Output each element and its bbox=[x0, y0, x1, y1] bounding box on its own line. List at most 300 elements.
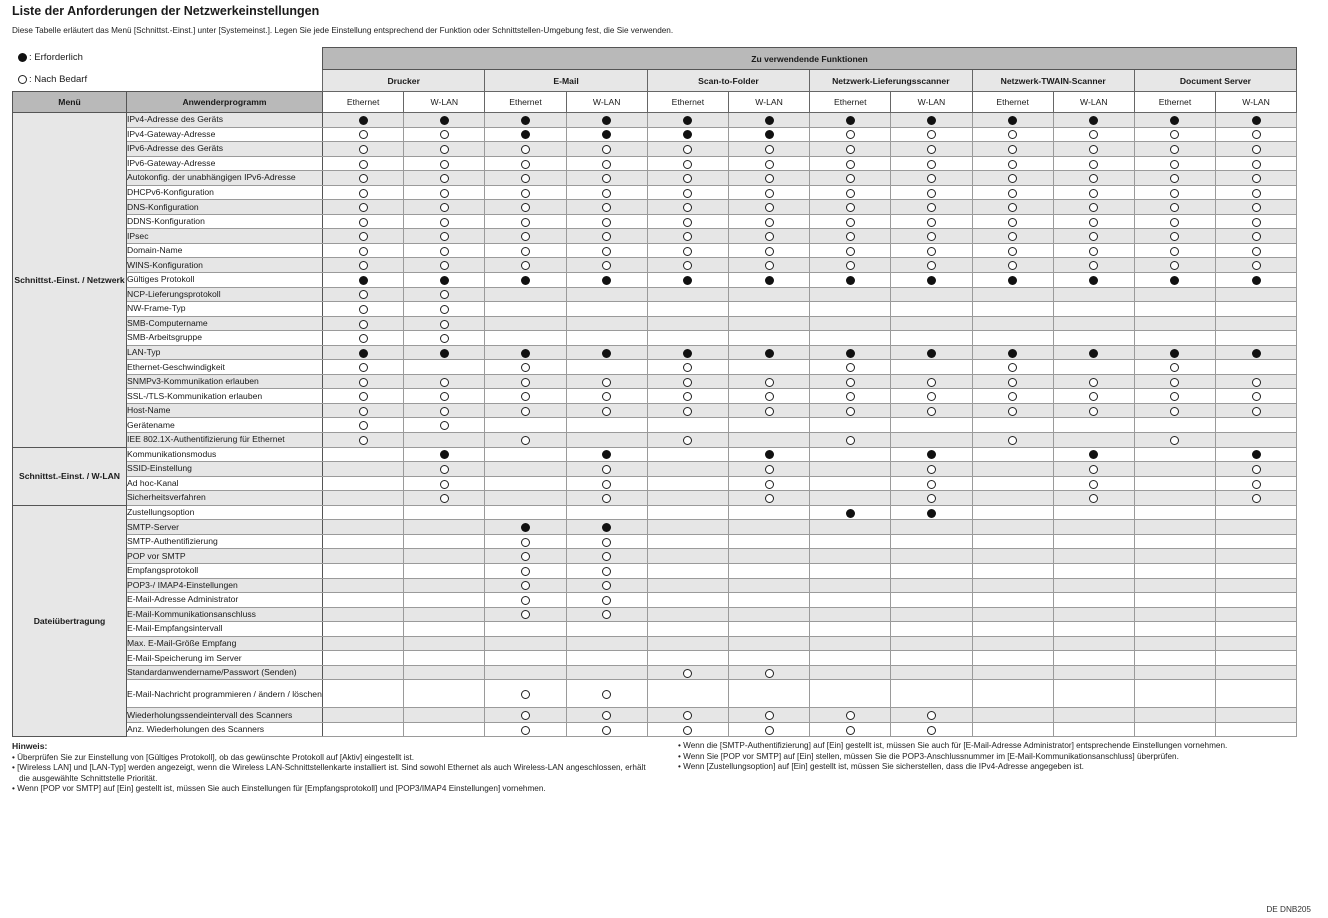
requirement-cell bbox=[485, 142, 566, 157]
table-row bbox=[13, 331, 1297, 346]
requirement-cell bbox=[1216, 360, 1297, 375]
requirement-cell bbox=[404, 258, 485, 273]
requirement-cell bbox=[728, 622, 809, 637]
requirement-cell bbox=[810, 722, 891, 737]
hollow-circle-icon bbox=[521, 174, 530, 183]
hollow-circle-icon bbox=[1008, 145, 1017, 154]
hollow-circle-icon bbox=[683, 261, 692, 270]
requirement-cell bbox=[891, 127, 972, 142]
program-name: IEE 802.1X-Authentifizierung für Ethernet bbox=[127, 433, 323, 448]
requirement-cell bbox=[1053, 651, 1134, 666]
requirement-cell bbox=[647, 331, 728, 346]
table-row bbox=[13, 520, 1297, 535]
legend-spacer bbox=[13, 48, 323, 70]
requirement-cell bbox=[1134, 171, 1215, 186]
requirement-cell bbox=[647, 622, 728, 637]
filled-circle-icon bbox=[1170, 116, 1179, 125]
hollow-circle-icon bbox=[683, 145, 692, 154]
requirement-cell bbox=[647, 243, 728, 258]
hollow-circle-icon bbox=[1170, 145, 1179, 154]
hollow-circle-icon bbox=[1252, 480, 1261, 489]
requirement-cell bbox=[972, 360, 1053, 375]
program-name: E-Mail-Nachricht programmieren / ändern / löschen bbox=[127, 680, 323, 708]
requirement-cell bbox=[1134, 491, 1215, 506]
requirement-cell bbox=[566, 273, 647, 288]
requirement-cell bbox=[647, 185, 728, 200]
hollow-circle-icon bbox=[927, 203, 936, 212]
requirement-cell bbox=[810, 243, 891, 258]
requirement-cell bbox=[810, 185, 891, 200]
requirement-cell bbox=[323, 374, 404, 389]
program-name: Autokonfig. der unabhängigen IPv6-Adresse bbox=[127, 171, 323, 186]
hollow-circle-icon bbox=[521, 378, 530, 387]
requirement-cell bbox=[1053, 345, 1134, 360]
requirement-cell bbox=[891, 142, 972, 157]
filled-circle-icon bbox=[602, 450, 611, 459]
program-name: Standardanwendername/Passwort (Senden) bbox=[127, 665, 323, 680]
requirement-cell bbox=[1134, 142, 1215, 157]
interface-header: W-LAN bbox=[728, 92, 809, 113]
hollow-circle-icon bbox=[1089, 480, 1098, 489]
hollow-circle-icon bbox=[440, 189, 449, 198]
requirement-cell bbox=[728, 273, 809, 288]
requirement-cell bbox=[404, 345, 485, 360]
hollow-circle-icon bbox=[521, 726, 530, 735]
requirement-cell bbox=[891, 636, 972, 651]
table-row bbox=[13, 127, 1297, 142]
requirement-cell bbox=[1053, 229, 1134, 244]
requirement-cell bbox=[323, 491, 404, 506]
requirement-cell bbox=[1216, 433, 1297, 448]
hollow-circle-icon bbox=[1252, 160, 1261, 169]
requirement-cell bbox=[1216, 447, 1297, 462]
program-name: E-Mail-Speicherung im Server bbox=[127, 651, 323, 666]
requirement-cell bbox=[1053, 113, 1134, 128]
requirement-cell bbox=[566, 593, 647, 608]
requirement-cell bbox=[728, 403, 809, 418]
table-row bbox=[13, 549, 1297, 564]
program-name: E-Mail-Adresse Administrator bbox=[127, 593, 323, 608]
hollow-circle-icon bbox=[683, 711, 692, 720]
requirement-cell bbox=[485, 360, 566, 375]
hollow-circle-icon bbox=[602, 378, 611, 387]
requirement-cell bbox=[728, 302, 809, 317]
requirement-cell bbox=[1216, 651, 1297, 666]
hollow-circle-icon bbox=[440, 320, 449, 329]
requirement-cell bbox=[1134, 403, 1215, 418]
program-name: E-Mail-Kommunikationsanschluss bbox=[127, 607, 323, 622]
legend-required-label: : Erforderlich bbox=[29, 52, 83, 63]
requirement-cell bbox=[647, 462, 728, 477]
requirement-cell bbox=[728, 418, 809, 433]
requirement-cell bbox=[810, 113, 891, 128]
hollow-circle-icon bbox=[1252, 261, 1261, 270]
program-name: IPv6-Adresse des Geräts bbox=[127, 142, 323, 157]
hollow-circle-icon bbox=[765, 494, 774, 503]
hollow-circle-icon bbox=[359, 378, 368, 387]
hollow-circle-icon bbox=[1252, 218, 1261, 227]
hollow-circle-icon bbox=[359, 436, 368, 445]
requirement-cell bbox=[404, 403, 485, 418]
hollow-circle-icon bbox=[765, 174, 774, 183]
hollow-circle-icon bbox=[521, 610, 530, 619]
requirement-cell bbox=[728, 476, 809, 491]
requirement-cell bbox=[566, 113, 647, 128]
requirement-cell bbox=[728, 127, 809, 142]
requirement-cell bbox=[972, 636, 1053, 651]
requirement-cell bbox=[566, 622, 647, 637]
hollow-circle-icon bbox=[440, 392, 449, 401]
requirement-cell bbox=[1134, 418, 1215, 433]
hollow-circle-icon bbox=[1008, 436, 1017, 445]
requirement-cell bbox=[404, 476, 485, 491]
table-row bbox=[13, 113, 1297, 128]
requirement-cell bbox=[810, 403, 891, 418]
requirement-cell bbox=[1134, 534, 1215, 549]
requirement-cell bbox=[323, 200, 404, 215]
requirement-cell bbox=[404, 171, 485, 186]
requirement-cell bbox=[728, 185, 809, 200]
requirement-cell bbox=[323, 447, 404, 462]
requirement-cell bbox=[566, 563, 647, 578]
hollow-circle-icon bbox=[1252, 174, 1261, 183]
hollow-circle-icon bbox=[602, 494, 611, 503]
hollow-circle-icon bbox=[359, 247, 368, 256]
requirement-cell bbox=[810, 171, 891, 186]
requirement-cell bbox=[1053, 578, 1134, 593]
requirement-cell bbox=[728, 229, 809, 244]
table-row bbox=[13, 258, 1297, 273]
requirement-cell bbox=[1216, 520, 1297, 535]
requirement-cell bbox=[404, 214, 485, 229]
requirement-cell bbox=[566, 418, 647, 433]
filled-circle-icon bbox=[440, 276, 449, 285]
requirement-cell bbox=[1134, 331, 1215, 346]
requirement-cell bbox=[647, 607, 728, 622]
requirement-cell bbox=[566, 680, 647, 708]
requirement-cell bbox=[1134, 622, 1215, 637]
hollow-circle-icon bbox=[521, 436, 530, 445]
requirement-cell bbox=[404, 607, 485, 622]
program-name: Empfangsprotokoll bbox=[127, 563, 323, 578]
filled-circle-icon bbox=[927, 116, 936, 125]
requirement-cell bbox=[972, 563, 1053, 578]
requirement-cell bbox=[1134, 520, 1215, 535]
requirement-cell bbox=[1053, 360, 1134, 375]
hollow-circle-icon bbox=[927, 247, 936, 256]
requirement-cell bbox=[891, 360, 972, 375]
menu-cell: Dateiübertragung bbox=[13, 505, 127, 737]
hollow-circle-icon bbox=[765, 407, 774, 416]
requirement-cell bbox=[1134, 273, 1215, 288]
requirement-cell bbox=[1134, 258, 1215, 273]
menu-cell: Schnittst.-Einst. / W-LAN bbox=[13, 447, 127, 505]
requirement-cell bbox=[728, 258, 809, 273]
requirement-cell bbox=[1053, 665, 1134, 680]
hollow-circle-icon bbox=[1170, 407, 1179, 416]
requirement-cell bbox=[647, 113, 728, 128]
requirement-cell bbox=[647, 722, 728, 737]
requirement-cell bbox=[1053, 636, 1134, 651]
requirement-cell bbox=[972, 229, 1053, 244]
program-name: SMB-Arbeitsgruppe bbox=[127, 331, 323, 346]
hollow-circle-icon bbox=[1170, 218, 1179, 227]
hollow-circle-icon bbox=[765, 261, 774, 270]
requirement-cell bbox=[485, 462, 566, 477]
requirement-cell bbox=[891, 549, 972, 564]
requirement-cell bbox=[485, 549, 566, 564]
program-name: Anz. Wiederholungen des Scanners bbox=[127, 722, 323, 737]
note-item: • [Wireless LAN] und [LAN-Typ] werden angezeigt, wenn die Wireless LAN-Schnittstellenkarte installiert ist. Sind sowohl Ethernet als auch Wireless-LAN angeschlossen, erhält die ausgewählte Schnittstelle Priorität. bbox=[12, 763, 646, 783]
hollow-circle-icon bbox=[440, 218, 449, 227]
requirement-cell bbox=[485, 680, 566, 708]
program-name: NW-Frame-Typ bbox=[127, 302, 323, 317]
interface-header: Ethernet bbox=[647, 92, 728, 113]
requirement-cell bbox=[1134, 389, 1215, 404]
hollow-circle-icon bbox=[440, 232, 449, 241]
hollow-circle-icon bbox=[440, 203, 449, 212]
requirement-cell bbox=[566, 316, 647, 331]
requirement-cell bbox=[972, 462, 1053, 477]
hollow-circle-icon bbox=[1089, 494, 1098, 503]
requirement-cell bbox=[485, 185, 566, 200]
hollow-circle-icon bbox=[1252, 189, 1261, 198]
program-name: Max. E-Mail-Größe Empfang bbox=[127, 636, 323, 651]
filled-circle-icon bbox=[1008, 276, 1017, 285]
requirement-cell bbox=[404, 447, 485, 462]
requirement-cell bbox=[404, 156, 485, 171]
requirement-cell bbox=[1134, 433, 1215, 448]
requirement-cell bbox=[404, 520, 485, 535]
filled-circle-icon bbox=[1089, 116, 1098, 125]
table-row bbox=[13, 418, 1297, 433]
table-row bbox=[13, 403, 1297, 418]
filled-circle-icon bbox=[602, 130, 611, 139]
requirement-cell bbox=[972, 214, 1053, 229]
requirement-cell bbox=[1134, 476, 1215, 491]
requirement-cell bbox=[1216, 549, 1297, 564]
program-name: Domain-Name bbox=[127, 243, 323, 258]
requirement-cell bbox=[1134, 243, 1215, 258]
hollow-circle-icon bbox=[359, 305, 368, 314]
requirement-cell bbox=[485, 622, 566, 637]
hollow-circle-icon bbox=[521, 407, 530, 416]
requirement-cell bbox=[891, 708, 972, 723]
requirement-cell bbox=[972, 316, 1053, 331]
hollow-circle-icon bbox=[846, 392, 855, 401]
requirement-cell bbox=[647, 229, 728, 244]
requirement-cell bbox=[972, 389, 1053, 404]
hollow-circle-icon bbox=[1170, 232, 1179, 241]
requirement-cell bbox=[1134, 636, 1215, 651]
requirement-cell bbox=[728, 505, 809, 520]
requirement-cell bbox=[404, 534, 485, 549]
requirement-cell bbox=[810, 563, 891, 578]
requirement-cell bbox=[1053, 549, 1134, 564]
requirement-cell bbox=[972, 622, 1053, 637]
program-name: DNS-Konfiguration bbox=[127, 200, 323, 215]
requirement-cell bbox=[647, 636, 728, 651]
hollow-circle-icon bbox=[1089, 174, 1098, 183]
requirement-cell bbox=[647, 273, 728, 288]
functions-header: Zu verwendende Funktionen bbox=[323, 48, 1297, 70]
requirement-cell bbox=[728, 331, 809, 346]
requirement-cell bbox=[891, 593, 972, 608]
requirement-cell bbox=[972, 156, 1053, 171]
filled-circle-icon bbox=[359, 276, 368, 285]
interface-header: W-LAN bbox=[891, 92, 972, 113]
table-row bbox=[13, 243, 1297, 258]
requirement-cell bbox=[728, 607, 809, 622]
requirement-cell bbox=[728, 389, 809, 404]
hollow-circle-icon bbox=[602, 218, 611, 227]
requirement-cell bbox=[1053, 316, 1134, 331]
hollow-circle-icon bbox=[1170, 363, 1179, 372]
requirement-cell bbox=[891, 316, 972, 331]
requirement-cell bbox=[728, 549, 809, 564]
requirement-cell bbox=[485, 563, 566, 578]
hollow-circle-icon bbox=[846, 203, 855, 212]
requirement-cell bbox=[972, 433, 1053, 448]
hollow-circle-icon bbox=[602, 160, 611, 169]
filled-circle-icon bbox=[521, 523, 530, 532]
requirement-cell bbox=[1134, 185, 1215, 200]
requirement-cell bbox=[891, 563, 972, 578]
requirement-cell bbox=[1134, 665, 1215, 680]
hollow-circle-icon bbox=[1008, 218, 1017, 227]
requirement-cell bbox=[1053, 418, 1134, 433]
document-code: DE DNB205 bbox=[1266, 905, 1311, 914]
requirement-cell bbox=[972, 447, 1053, 462]
hollow-circle-icon bbox=[683, 363, 692, 372]
requirement-cell bbox=[972, 520, 1053, 535]
requirement-cell bbox=[728, 447, 809, 462]
program-name: Ad hoc-Kanal bbox=[127, 476, 323, 491]
hollow-circle-icon bbox=[683, 247, 692, 256]
hollow-circle-icon bbox=[1008, 160, 1017, 169]
requirement-cell bbox=[891, 214, 972, 229]
hollow-circle-icon bbox=[521, 538, 530, 547]
requirement-cell bbox=[728, 287, 809, 302]
requirement-cell bbox=[485, 331, 566, 346]
requirement-cell bbox=[810, 651, 891, 666]
requirement-cell bbox=[972, 243, 1053, 258]
requirement-cell bbox=[728, 680, 809, 708]
requirement-cell bbox=[972, 287, 1053, 302]
hollow-circle-icon bbox=[1089, 261, 1098, 270]
requirement-cell bbox=[647, 447, 728, 462]
requirement-cell bbox=[891, 505, 972, 520]
filled-circle-icon bbox=[927, 276, 936, 285]
requirement-cell bbox=[647, 287, 728, 302]
hollow-circle-icon bbox=[440, 480, 449, 489]
requirement-cell bbox=[566, 447, 647, 462]
program-name: Host-Name bbox=[127, 403, 323, 418]
hollow-circle-icon bbox=[765, 232, 774, 241]
requirement-cell bbox=[647, 520, 728, 535]
requirement-cell bbox=[485, 403, 566, 418]
requirement-cell bbox=[485, 476, 566, 491]
requirement-cell bbox=[1053, 127, 1134, 142]
requirement-cell bbox=[566, 708, 647, 723]
requirement-cell bbox=[891, 185, 972, 200]
legend-optional-label: : Nach Bedarf bbox=[29, 74, 88, 85]
requirement-cell bbox=[1134, 708, 1215, 723]
hollow-circle-icon bbox=[440, 290, 449, 299]
requirement-cell bbox=[566, 403, 647, 418]
requirement-cell bbox=[566, 607, 647, 622]
requirement-cell bbox=[728, 171, 809, 186]
requirement-cell bbox=[323, 287, 404, 302]
interface-header: W-LAN bbox=[1216, 92, 1297, 113]
hollow-circle-icon bbox=[359, 320, 368, 329]
hollow-circle-icon bbox=[1252, 407, 1261, 416]
requirement-cell bbox=[1053, 389, 1134, 404]
requirement-cell bbox=[1053, 491, 1134, 506]
requirement-cell bbox=[810, 316, 891, 331]
requirement-cell bbox=[566, 331, 647, 346]
interface-header: Ethernet bbox=[972, 92, 1053, 113]
hollow-circle-icon bbox=[521, 596, 530, 605]
requirement-cell bbox=[1053, 462, 1134, 477]
requirement-cell bbox=[972, 374, 1053, 389]
requirement-cell bbox=[972, 142, 1053, 157]
requirement-cell bbox=[972, 476, 1053, 491]
table-row bbox=[13, 185, 1297, 200]
requirement-cell bbox=[404, 636, 485, 651]
requirement-cell bbox=[1216, 665, 1297, 680]
requirement-cell bbox=[404, 665, 485, 680]
requirement-cell bbox=[810, 622, 891, 637]
requirement-cell bbox=[891, 273, 972, 288]
requirement-cell bbox=[404, 374, 485, 389]
requirement-cell bbox=[1053, 708, 1134, 723]
requirement-cell bbox=[1053, 156, 1134, 171]
program-name: IPv4-Adresse des Geräts bbox=[127, 113, 323, 128]
hollow-circle-icon bbox=[440, 261, 449, 270]
requirement-cell bbox=[404, 622, 485, 637]
filled-circle-icon bbox=[1008, 349, 1017, 358]
table-row bbox=[13, 389, 1297, 404]
hollow-circle-icon bbox=[1089, 160, 1098, 169]
interface-header: Ethernet bbox=[323, 92, 404, 113]
hollow-circle-icon bbox=[521, 203, 530, 212]
requirement-cell bbox=[1134, 462, 1215, 477]
interface-header: W-LAN bbox=[404, 92, 485, 113]
requirement-cell bbox=[810, 389, 891, 404]
filled-circle-icon bbox=[683, 276, 692, 285]
requirement-cell bbox=[1216, 273, 1297, 288]
program-name: E-Mail-Empfangsintervall bbox=[127, 622, 323, 637]
filled-circle-icon bbox=[602, 523, 611, 532]
requirement-cell bbox=[810, 708, 891, 723]
table-row bbox=[13, 593, 1297, 608]
requirement-cell bbox=[647, 142, 728, 157]
hollow-circle-icon bbox=[683, 218, 692, 227]
table-row bbox=[13, 273, 1297, 288]
requirement-cell bbox=[323, 651, 404, 666]
requirement-cell bbox=[1053, 200, 1134, 215]
hollow-circle-icon bbox=[359, 174, 368, 183]
hollow-circle-icon bbox=[602, 465, 611, 474]
requirement-cell bbox=[647, 316, 728, 331]
requirement-cell bbox=[566, 389, 647, 404]
hollow-circle-icon bbox=[927, 160, 936, 169]
table-row bbox=[13, 156, 1297, 171]
requirement-cell bbox=[485, 722, 566, 737]
hollow-circle-icon bbox=[846, 232, 855, 241]
hollow-circle-icon bbox=[1089, 189, 1098, 198]
